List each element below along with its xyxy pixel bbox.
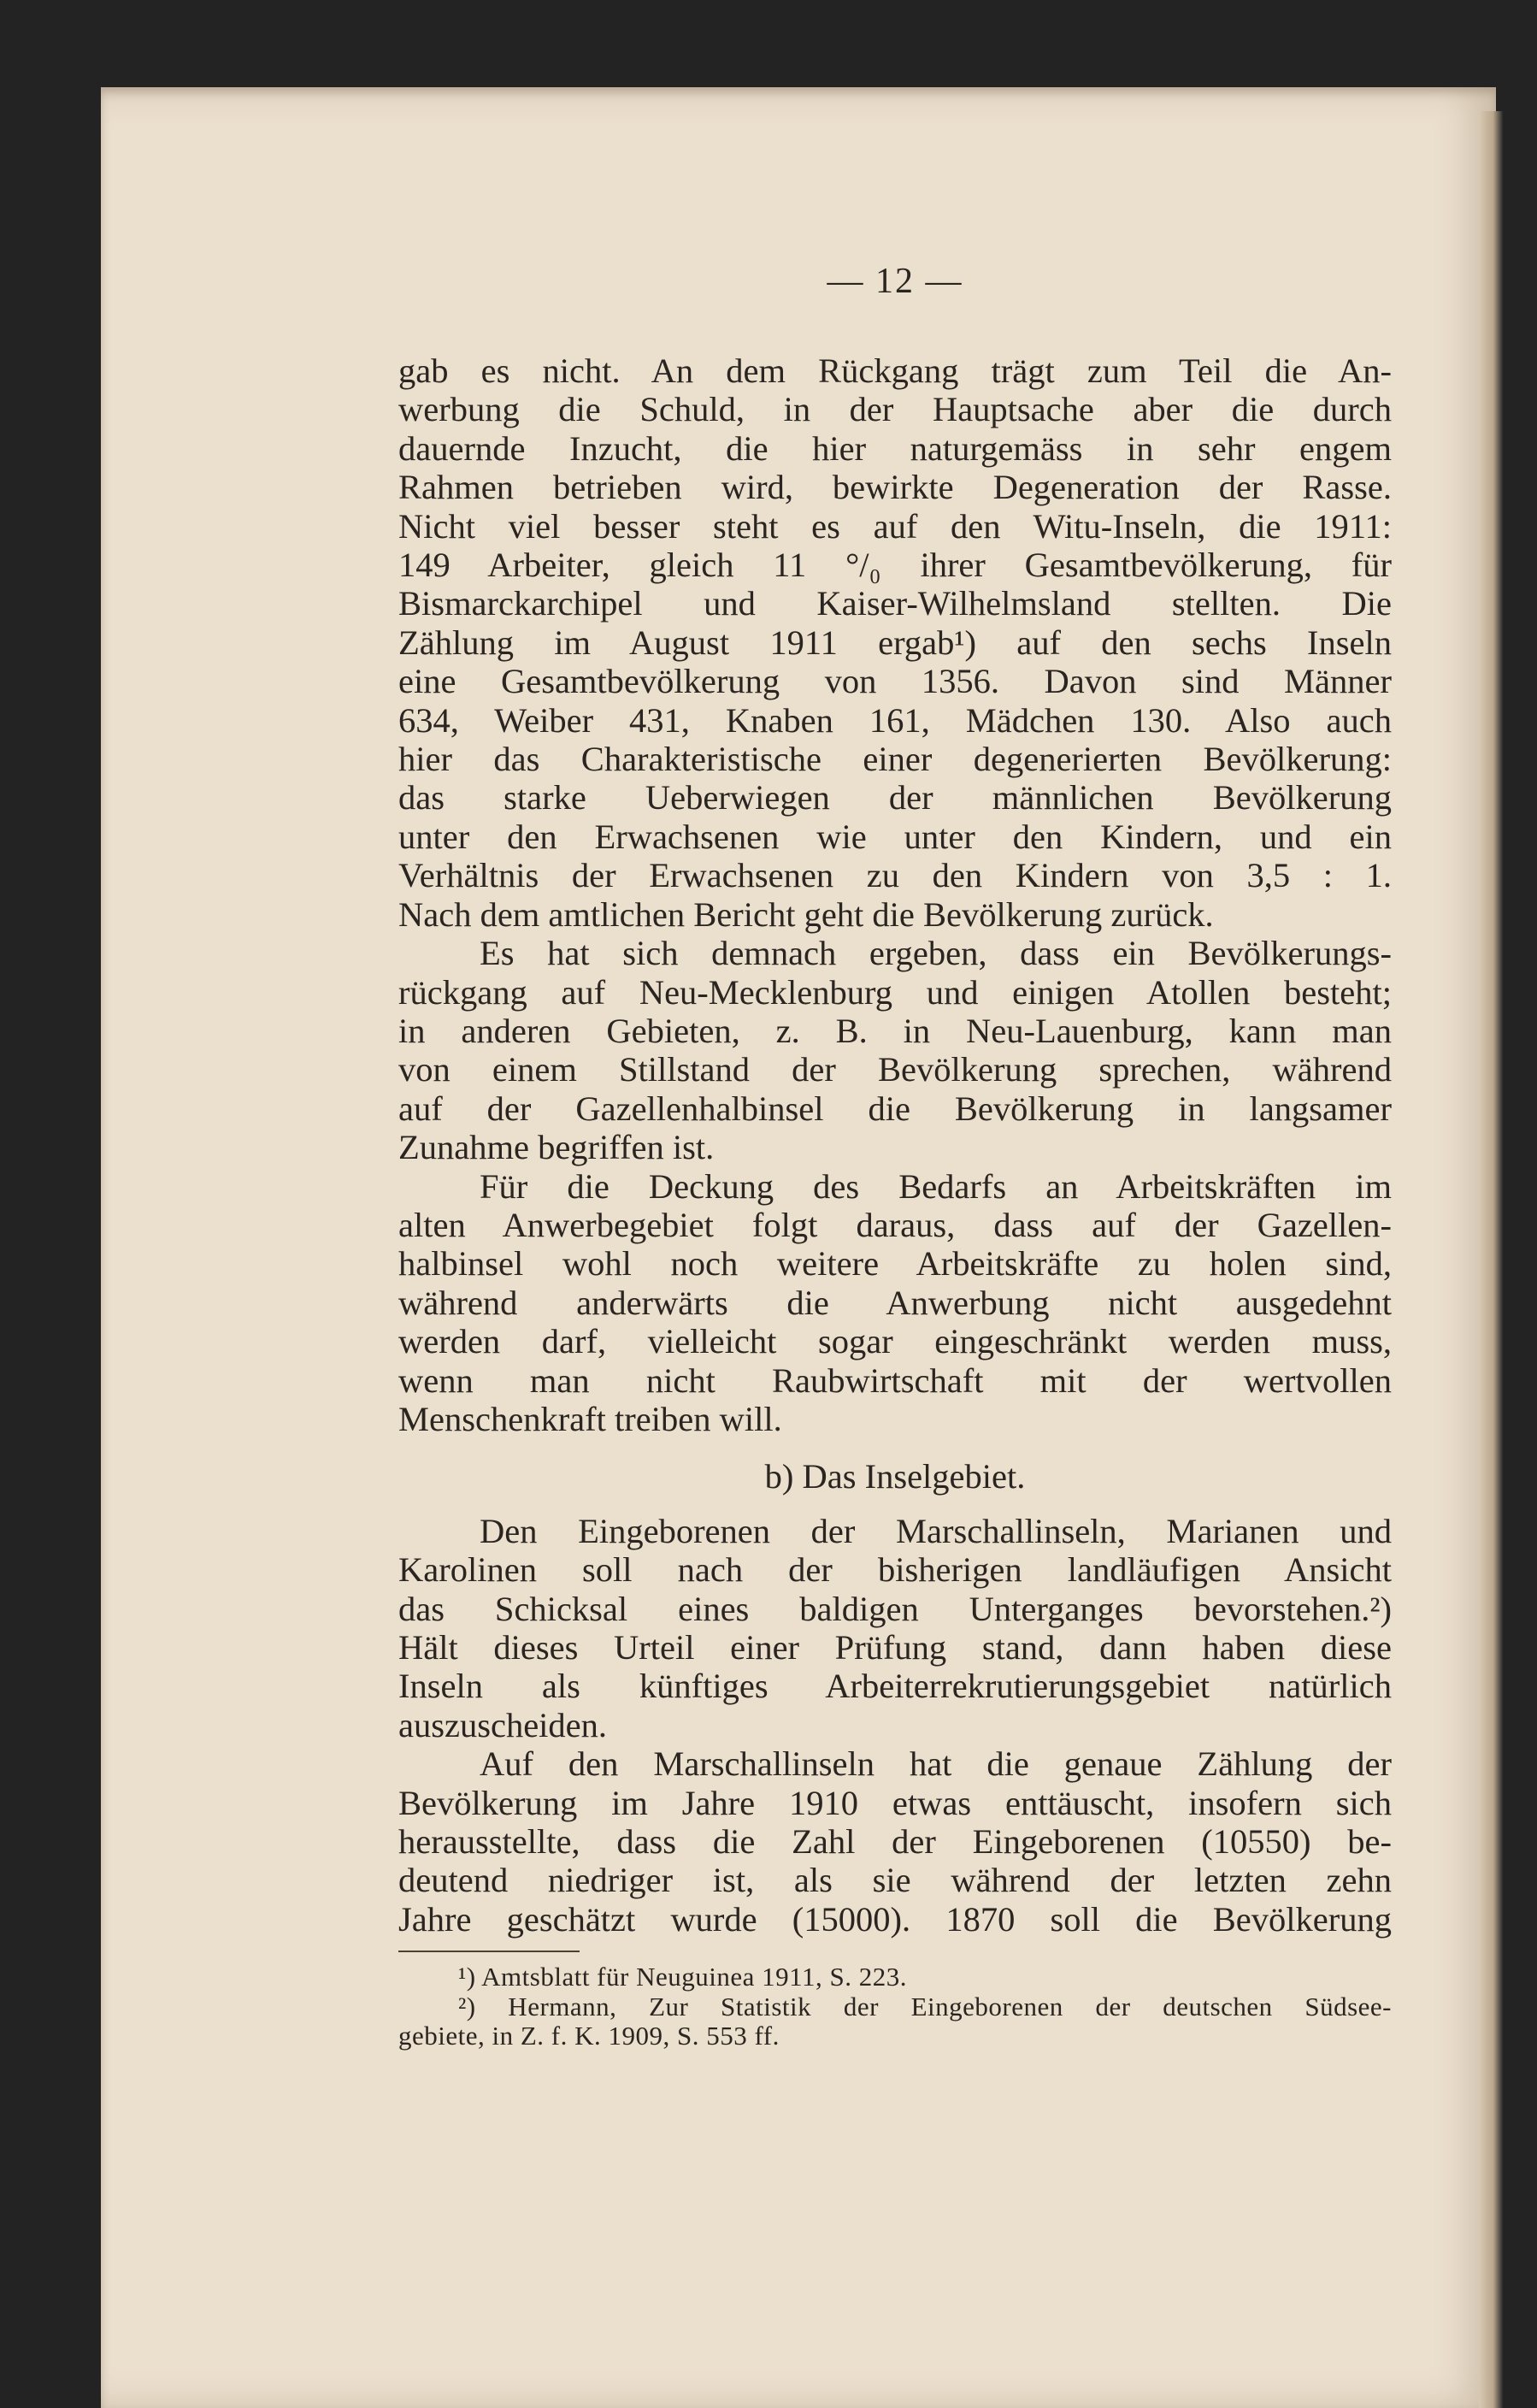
text-line: Menschenkraft treiben will.	[398, 1399, 782, 1438]
text-line: gab es nicht. An dem Rückgang trägt zum Teil die An-	[398, 351, 1392, 390]
footnotes	[398, 1962, 1392, 2051]
footnote-2-line: gebiete, in Z. f. K. 1909, S. 553 ff.	[398, 2021, 780, 2051]
text-line: das Schicksal eines baldigen Unterganges bevorstehen.²)	[398, 1589, 1392, 1628]
text-line: Für die Deckung des Bedarfs an Arbeitskräften im	[480, 1166, 1392, 1206]
text-line: Zunahme begriffen ist.	[398, 1128, 715, 1167]
text-line: während anderwärts die Anwerbung nicht ausgedehnt	[398, 1283, 1392, 1322]
footnote-2-line: ²) Hermann, Zur Statistik der Eingeborenen der deutschen Südsee-	[458, 1991, 1392, 2021]
paragraph-1	[398, 351, 1392, 934]
text-line: deutend niedriger ist, als sie während der letzten zehn	[398, 1861, 1392, 1900]
text-line: Inseln als künftiges Arbeiterrekrutierungsgebiet natürlich	[398, 1667, 1392, 1706]
section-paragraph-1	[398, 1512, 1392, 1744]
text-line: Bevölkerung im Jahre 1910 etwas enttäuscht, insofern sich	[398, 1783, 1392, 1822]
text-line: halbinsel wohl noch weitere Arbeitskräfte zu holen sind,	[398, 1244, 1392, 1284]
text-line: Rahmen betrieben wird, bewirkte Degeneration der Rasse.	[398, 468, 1392, 507]
text-line: Karolinen soll nach der bisherigen landläufigen Ansicht	[398, 1550, 1392, 1590]
text-line: hier das Charakteristische einer degenerierten Bevölkerung:	[398, 740, 1392, 779]
text-line: 634, Weiber 431, Knaben 161, Mädchen 130. Also auch	[398, 700, 1392, 740]
text-line: in anderen Gebieten, z. B. in Neu-Lauenburg, kann man	[398, 1011, 1392, 1050]
text-line: werbung die Schuld, in der Hauptsache aber die durch	[398, 390, 1392, 429]
text-line: Verhältnis der Erwachsenen zu den Kindern von 3,5 : 1.	[398, 856, 1392, 895]
text-line: auf der Gazellenhalbinsel die Bevölkerung in langsamer	[398, 1089, 1392, 1128]
footnote-1: ¹) Amtsblatt für Neuguinea 1911, S. 223.	[458, 1962, 907, 1992]
page-number: — 12 —	[827, 262, 963, 301]
text-line: Jahre geschätzt wurde (15000). 1870 soll die Bevölkerung	[398, 1899, 1392, 1939]
paragraph-2	[398, 934, 1392, 1166]
page-text-block	[398, 261, 1392, 2051]
page-edge-shadow	[1479, 111, 1503, 2408]
text-line: Den Eingeborenen der Marschallinseln, Marianen und	[480, 1511, 1392, 1550]
text-line: Nicht viel besser steht es auf den Witu-Inseln, die 1911:	[398, 506, 1392, 546]
text-line: herausstellte, dass die Zahl der Eingeborenen (10550) be-	[398, 1822, 1392, 1862]
text-line: das starke Ueberwiegen der männlichen Bevölkerung	[398, 778, 1392, 817]
text-line: auszuscheiden.	[398, 1705, 608, 1744]
text-line: eine Gesamtbevölkerung von 1356. Davon sind Männer	[398, 662, 1392, 701]
text-line: alten Anwerbegebiet folgt daraus, dass auf der Gazellen-	[398, 1205, 1392, 1244]
text-line: von einem Stillstand der Bevölkerung sprechen, während	[398, 1050, 1392, 1089]
text-line: rückgang auf Neu-Mecklenburg und einigen Atollen besteht;	[398, 972, 1392, 1012]
text-line: Zählung im August 1911 ergab¹) auf den sechs Inseln	[398, 623, 1392, 662]
text-line: unter den Erwachsenen wie unter den Kindern, und ein	[398, 817, 1392, 856]
text-line: Auf den Marschallinseln hat die genaue Zählung der	[480, 1744, 1392, 1784]
paragraph-3	[398, 1167, 1392, 1439]
text-line: Es hat sich demnach ergeben, dass ein Bevölkerungs-	[480, 934, 1392, 973]
text-line: Nach dem amtlichen Bericht geht die Bevölkerung zurück.	[398, 894, 1214, 934]
text-line: Hält dieses Urteil einer Prüfung stand, dann haben diese	[398, 1628, 1392, 1667]
section-paragraph-2	[398, 1744, 1392, 1939]
section-heading: b) Das Inselgebiet.	[764, 1457, 1026, 1496]
text-line: dauernde Inzucht, die hier naturgemäss in sehr engem	[398, 428, 1392, 468]
text-line: Bismarckarchipel und Kaiser-Wilhelmsland stellten. Die	[398, 584, 1392, 623]
text-line: werden darf, vielleicht sogar eingeschränkt werden muss,	[398, 1322, 1392, 1361]
footnote-divider	[398, 1951, 580, 1952]
text-line: 149 Arbeiter, gleich 11 °/₀ ihrer Gesamtbevölkerung, für	[398, 546, 1392, 585]
text-line: wenn man nicht Raubwirtschaft mit der wertvollen	[398, 1360, 1392, 1400]
